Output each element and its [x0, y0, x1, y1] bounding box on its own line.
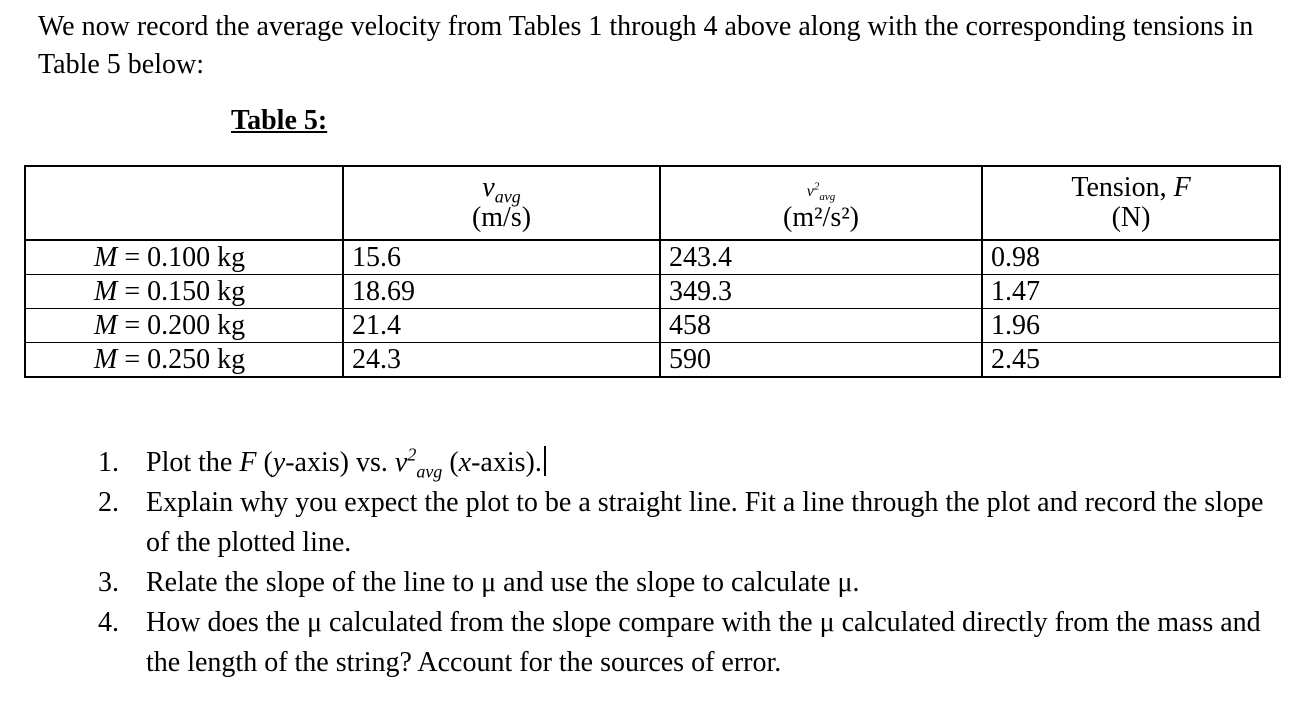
- table-row: [25, 309, 1280, 343]
- question-item: [98, 443, 1293, 483]
- velocity-squared-symbol: $v^2_{avg}$: [806, 180, 836, 204]
- header-tension: [982, 166, 1280, 240]
- question-text: Explain why you expect the plot to be a straight line. Fit a line through the plot and record the slope of the plotted line.: [146, 487, 1264, 558]
- mass-cell: M = 0.200 kg: [25, 309, 343, 343]
- mass-cell: M = 0.100 kg: [25, 240, 343, 275]
- velocity-cell: 15.6: [343, 240, 660, 275]
- velocity-unit: (m/s): [471, 202, 532, 233]
- table-header-row: [25, 166, 1280, 240]
- text-cursor: [544, 446, 546, 476]
- velocity-cell: 18.69: [343, 275, 660, 309]
- velocity-squared-cell: 349.3: [660, 275, 982, 309]
- velocity-squared-cell: 458: [660, 309, 982, 343]
- question-text: Plot the F (y-axis) vs. $v^2_{avg}$ (x-axis).: [146, 444, 542, 482]
- header-velocity: [343, 166, 660, 240]
- tension-unit: (N): [1111, 202, 1151, 233]
- mass-cell: M = 0.150 kg: [25, 275, 343, 309]
- question-item: [98, 603, 1293, 683]
- intro-paragraph: We now record the average velocity from Tables 1 through 4 above along with the corresponding tensions in Table 5 below:: [38, 11, 1254, 80]
- question-list: [98, 443, 1293, 683]
- header-empty-cell: [25, 166, 343, 240]
- table-row: [25, 240, 1280, 275]
- table-row: [25, 343, 1280, 378]
- question-number: 1.: [98, 447, 119, 478]
- question-text: How does the μ calculated from the slope compare with the μ calculated directly from the mass and the length of the string? Account for the sources of error.: [146, 607, 1261, 678]
- data-table: [24, 165, 1281, 378]
- question-number: 3.: [98, 567, 119, 598]
- velocity-squared-unit: (m²/s²): [783, 202, 859, 233]
- velocity-symbol: $v_{avg}$: [482, 172, 521, 207]
- tension-cell: 1.47: [982, 275, 1280, 309]
- velocity-cell: 24.3: [343, 343, 660, 378]
- table-caption: Table 5:: [231, 105, 328, 136]
- velocity-squared-cell: 590: [660, 343, 982, 378]
- tension-cell: 2.45: [982, 343, 1280, 378]
- velocity-cell: 21.4: [343, 309, 660, 343]
- tension-cell: 1.96: [982, 309, 1280, 343]
- mass-cell: M = 0.250 kg: [25, 343, 343, 378]
- question-item: [98, 483, 1293, 563]
- header-velocity-squared: [660, 166, 982, 240]
- tension-symbol: F: [1173, 172, 1191, 203]
- table-row: [25, 275, 1280, 309]
- question-text: Relate the slope of the line to μ and use the slope to calculate μ.: [146, 567, 860, 598]
- question-number: 4.: [98, 607, 119, 638]
- question-item: [98, 563, 1293, 603]
- question-number: 2.: [98, 487, 119, 518]
- tension-label: Tension,: [1071, 172, 1167, 203]
- velocity-squared-cell: 243.4: [660, 240, 982, 275]
- tension-cell: 0.98: [982, 240, 1280, 275]
